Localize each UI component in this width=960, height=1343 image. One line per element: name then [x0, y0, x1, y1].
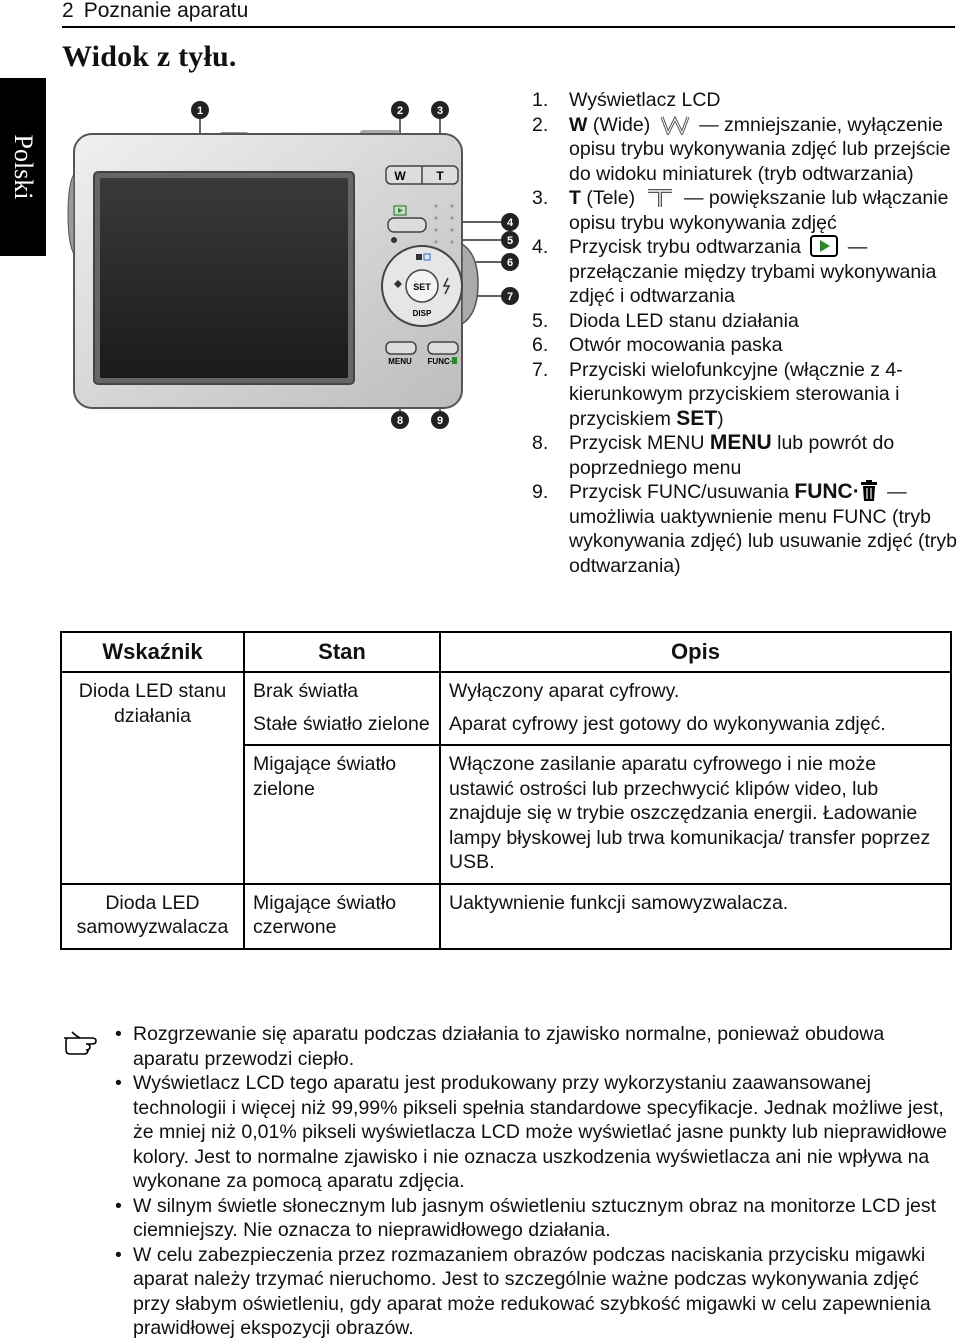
legend-item-9: 9. Przycisk FUNC/usuwania FUNC· — umożliwia uaktywnienie menu FUNC (tryb wykonywania zdjęć) lub usuwanie zdjęć (tryb odtwarzania) [532, 480, 958, 577]
page-title: Widok z tyłu. [62, 40, 237, 73]
callout-8: 8 [396, 415, 404, 427]
list-item: • Wyświetlacz LCD tego aparatu jest produkowany przy wykorzystaniu zaawansowanej technologii i więcej niż 99,99% pikseli spełnia standardowe specyfikacje. Jednak możliwe jest, że mniej niż 0,01% pikseli wyświetlacza LCD może wyświetlać jasne punkty lub nieprawidłowe kolory. Jest to normalne zjawisko i nie oznacza uszkodzenia wyświetlacza ani nie wpływa na wykonane za pomocą aparatu zdjęcia. [133, 1071, 952, 1194]
notes-section [62, 1022, 952, 1341]
legend-item-2: 2. W (Wide) — zmniejszanie, wyłączenie opisu trybu wykonywania zdjęć lub przejście do widoku miniaturek (tryb odtwarzania) [532, 113, 951, 185]
state-cell: Stałe światło zielone [244, 708, 440, 746]
notes-list [62, 1022, 952, 1341]
led-status-table [60, 631, 952, 950]
wide-w-icon [660, 115, 690, 135]
legend-item-8: 8. Przycisk MENU MENU lub powrót do poprzedniego menu [532, 431, 895, 479]
callout-9: 9 [436, 415, 444, 427]
table-row [61, 672, 951, 708]
legend-item-3: 3. T (Tele) — powiększanie lub włączanie opisu trybu wykonywania zdjęć [532, 187, 949, 234]
func-button-label: FUNC· [427, 357, 453, 366]
list-item: • W celu zabezpieczenia przez rozmazaniem obrazów podczas naciskania przycisku migawki aparat należy trzymać nieruchomo. Jest to szczególnie ważne podczas wykonywania zdjęć przy słabym oświetleniu, gdy aparat może redukować szybkość migawki w celu zapewnienia prawidłowej ekspozycji obrazów. [133, 1243, 952, 1341]
callout-6: 6 [506, 257, 514, 269]
menu-icon: MENU [709, 431, 772, 454]
list-item: • W silnym świetle słonecznym lub jasnym oświetleniu sztucznym obraz na monitorze LCD jest ciemniejszy. Nie oznacza to nieprawidłowego działania. [133, 1194, 952, 1243]
zoom-t-label: T [436, 169, 444, 183]
description-cell: Aparat cyfrowy jest gotowy do wykonywania zdjęć. [440, 708, 951, 746]
table-row [61, 884, 951, 949]
pointing-hand-icon [62, 1028, 106, 1056]
indicator-cell: Dioda LED samowyzwalacza [61, 884, 244, 949]
description-cell: Uaktywnienie funkcji samowyzwalacza. [440, 884, 951, 949]
set-icon: SET [676, 406, 718, 430]
legend-item-5: 5. Dioda LED stanu działania [532, 309, 799, 332]
state-cell: Migające światło zielone [244, 745, 440, 884]
header-indicator: Wskaźnik [61, 632, 244, 672]
page-header [62, 0, 955, 28]
description-cell: Włączone zasilanie aparatu cyfrowego i nie może ustawić ostrości lub przechwycić klipów video, lub znajduje się w trybie oszczędzania energii. Ładowanie lampy błyskowej lub trwa komunikacja/ transfer poprzez USB. [440, 745, 951, 884]
language-tab-label: Polski [9, 134, 38, 200]
camera-back-illustration [60, 94, 540, 444]
chapter-number: 2 [62, 0, 74, 22]
disp-button-label: DISP [412, 309, 432, 318]
playback-icon [810, 235, 838, 257]
legend-item-7: 7. Przyciski wielofunkcyjne (włącznie z 4-kierunkowym przyciskiem sterowania i przyciskiem SET) [532, 358, 903, 430]
state-cell: Brak światła [244, 672, 440, 708]
legend-item-6: 6. Otwór mocowania paska [532, 334, 783, 356]
callout-4: 4 [506, 217, 514, 229]
legend-item-4: 4. Przycisk trybu odtwarzania — przełączanie między trybami wykonywania zdjęć i odtwarzania [532, 236, 937, 307]
set-button-label: SET [413, 282, 431, 292]
component-legend [532, 88, 957, 578]
legend-item-1: 1. Wyświetlacz LCD [532, 89, 721, 111]
state-cell: Migające światło czerwone [244, 884, 440, 949]
callout-2: 2 [396, 105, 404, 117]
menu-button-label: MENU [388, 357, 412, 366]
callout-7: 7 [506, 291, 514, 303]
header-state: Stan [244, 632, 440, 672]
func-delete-icon: FUNC· [794, 480, 860, 503]
header-description: Opis [440, 632, 951, 672]
tele-t-icon [645, 188, 675, 208]
trash-icon [860, 480, 878, 502]
description-cell: Wyłączony aparat cyfrowy. [440, 672, 951, 708]
callout-3: 3 [436, 105, 444, 117]
zoom-w-label: W [394, 169, 406, 183]
chapter-title: Poznanie aparatu [83, 0, 249, 22]
list-item: • Rozgrzewanie się aparatu podczas działania to zjawisko normalne, ponieważ obudowa aparatu przewodzi ciepło. [133, 1022, 952, 1071]
indicator-cell: Dioda LED stanu działania [61, 672, 244, 884]
callout-5: 5 [506, 235, 514, 247]
language-tab [0, 78, 46, 256]
callout-1: 1 [196, 105, 204, 117]
table-header-row [61, 632, 951, 672]
